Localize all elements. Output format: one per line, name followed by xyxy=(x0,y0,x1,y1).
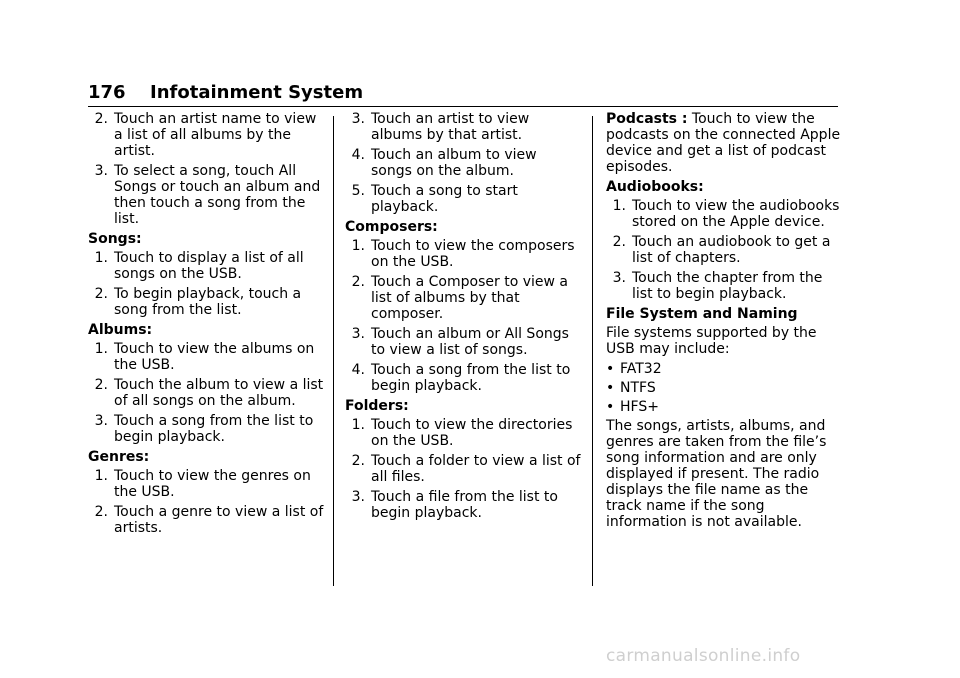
step-item: 2. Touch the album to view a list of all songs on the album. xyxy=(94,377,324,409)
step-item: 3. Touch the chapter from the list to begin playback. xyxy=(612,270,823,302)
section-title: Infotainment System xyxy=(150,82,364,103)
albums-heading: Albums: xyxy=(88,322,153,338)
step-item: 1. Touch to view the directories on the USB. xyxy=(351,417,573,449)
albums-steps xyxy=(88,341,324,445)
songs-heading: Songs: xyxy=(88,231,142,247)
composers-steps xyxy=(345,238,581,394)
podcasts-label: Podcasts : xyxy=(606,111,688,127)
column-divider xyxy=(333,116,334,586)
filesystem-closing: The songs, artists, albums, and genres are taken from the file’s song information and are only displayed if present. The radio displays the file name as the track name if the song information is not available. xyxy=(606,418,827,530)
intro-steps-list xyxy=(88,111,324,227)
step-item: 5. Touch a song to start playback. xyxy=(351,183,518,215)
step-item: 4. Touch a song from the list to begin playback. xyxy=(351,362,571,394)
step-item: 2. Touch a folder to view a list of all files. xyxy=(351,453,581,485)
column-2 xyxy=(345,111,581,525)
bullet-item: • NTFS xyxy=(606,380,656,396)
step-item: 3. Touch an artist to view albums by that artist. xyxy=(351,111,530,143)
filesystem-intro: File systems supported by the USB may include: xyxy=(606,325,817,357)
page-number: 176 xyxy=(88,82,126,103)
step-item: 1. Touch to view the composers on the USB. xyxy=(351,238,575,270)
column-1 xyxy=(88,111,324,540)
songs-steps xyxy=(88,250,324,318)
bullet-icon: • xyxy=(606,399,615,415)
step-item: 1. Touch to view the genres on the USB. xyxy=(94,468,311,500)
watermark: carmanualsonline.info xyxy=(606,646,801,666)
intro-steps-list xyxy=(345,111,581,215)
step-item: 3. Touch a song from the list to begin playback. xyxy=(94,413,314,445)
step-item: 2. Touch an audiobook to get a list of chapters. xyxy=(612,234,831,266)
folders-heading: Folders: xyxy=(345,398,409,414)
step-item: 2. Touch a genre to view a list of artists. xyxy=(94,504,324,536)
step-item: 2. Touch an artist name to view a list of all albums by the artist. xyxy=(94,111,317,159)
page-header xyxy=(88,82,838,107)
genres-heading: Genres: xyxy=(88,449,150,465)
column-3 xyxy=(606,111,842,534)
column-divider xyxy=(592,116,593,586)
composers-heading: Composers: xyxy=(345,219,438,235)
bullet-icon: • xyxy=(606,361,615,377)
bullet-icon: • xyxy=(606,380,615,396)
bullet-item: • HFS+ xyxy=(606,399,659,415)
step-item: 1. Touch to view the audiobooks stored on the Apple device. xyxy=(612,198,840,230)
step-item: 3. Touch an album or All Songs to view a list of songs. xyxy=(351,326,569,358)
filesystem-heading: File System and Naming xyxy=(606,306,798,322)
bullet-item: • FAT32 xyxy=(606,361,662,377)
step-item: 2. Touch a Composer to view a list of albums by that composer. xyxy=(351,274,568,322)
genres-steps xyxy=(88,468,324,536)
audiobooks-steps xyxy=(606,198,842,302)
step-item: 1. Touch to display a list of all songs on the USB. xyxy=(94,250,304,282)
step-item: 3. To select a song, touch All Songs or touch an album and then touch a song from the list. xyxy=(94,163,321,227)
step-item: 1. Touch to view the albums on the USB. xyxy=(94,341,315,373)
step-item: 2. To begin playback, touch a song from the list. xyxy=(94,286,302,318)
podcasts-paragraph: Podcasts : Touch to view the podcasts on the connected Apple device and get a list of podcast episodes. xyxy=(606,111,841,175)
audiobooks-heading: Audiobooks: xyxy=(606,179,704,195)
step-item: 3. Touch a file from the list to begin playback. xyxy=(351,489,558,521)
folders-steps xyxy=(345,417,581,521)
step-item: 4. Touch an album to view songs on the album. xyxy=(351,147,537,179)
